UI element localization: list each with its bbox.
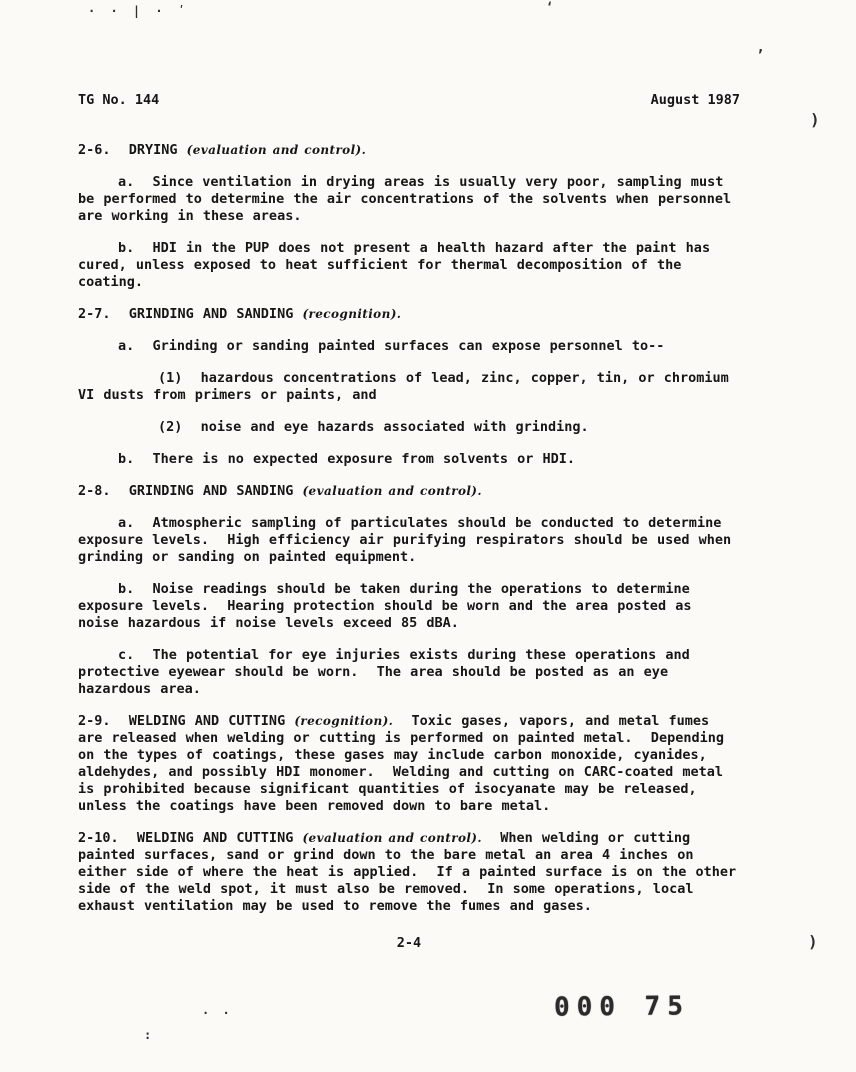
section-qualifier: (evaluation and control). xyxy=(302,831,482,845)
paragraph: b. There is no expected exposure from solvents or HDI. xyxy=(118,451,576,467)
paragraph: b. HDI in the PUP does not present a health hazard after the paint has cured, unless exposed to heat sufficient for thermal decomposition of the coating. xyxy=(78,240,720,290)
section-head-text: 2-9. WELDING AND CUTTING xyxy=(78,713,295,729)
paragraph: c. The potential for eye injuries exists during these operations and protective eyewear should be worn. The area should be posted as an eye hazardous area. xyxy=(78,647,699,697)
page-number: 2-4 xyxy=(396,935,422,951)
section-qualifier: (recognition). xyxy=(294,714,394,728)
section-heading-paragraph xyxy=(78,713,740,815)
document-date: August 1987 xyxy=(650,92,740,108)
paragraph: a. Since ventilation in drying areas is usually very poor, sampling must be performed to determine the air concentrations of the solvents when personnel are working in these areas. xyxy=(78,174,741,224)
section-2-9 xyxy=(78,713,740,815)
section-head-text: 2-6. DRYING xyxy=(78,142,187,158)
section-head-text: 2-10. WELDING AND CUTTING xyxy=(78,830,303,846)
paragraph: (2) noise and eye hazards associated with grinding. xyxy=(158,419,589,435)
section-qualifier: (evaluation and control). xyxy=(302,484,482,498)
ink-stamp-number: 000 75 xyxy=(553,991,691,1023)
page-content xyxy=(78,92,746,951)
paragraph: a. Atmospheric sampling of particulates should be conducted to determine exposure levels. High efficiency air purifying respirators should be used when grinding or sanding on painted equipment. xyxy=(78,515,741,565)
scan-artifact: ) xyxy=(810,110,820,129)
scan-artifact: ’ xyxy=(756,48,765,64)
page-header xyxy=(78,92,740,108)
scan-artifact: ) xyxy=(808,932,818,951)
paragraph: (1) hazardous concentrations of lead, zinc, copper, tin, or chromium VI dusts from primers or paints, and xyxy=(78,370,738,403)
scan-artifact: : xyxy=(144,1028,152,1042)
section-2-10 xyxy=(78,830,746,915)
section-qualifier: (recognition). xyxy=(302,307,402,321)
section-2-8 xyxy=(78,483,740,698)
section-head-text: 2-7. GRINDING AND SANDING xyxy=(78,306,303,322)
scan-artifact: ʻ xyxy=(546,0,554,14)
section-body-text: Toxic gases, vapors, and metal fumes are released when welding or cutting is performed on painted metal. Depending on the types of coatings, these gases may include carbon monoxide, cyanides, aldehydes, and possibly HDI monomer. Welding and cutting on CARC-coated metal is prohibited because significant quantities of isocyanate may be released, unless the coatings have been removed down to bare metal. xyxy=(78,713,734,814)
paragraph: b. Noise readings should be taken during the operations to determine exposure levels. Hearing protection should be worn and the area posted as noise hazardous if noise levels exceed 85 dBA. xyxy=(78,581,701,631)
section-2-7 xyxy=(78,306,740,468)
section-qualifier: (evaluation and control). xyxy=(186,143,367,157)
section-heading-paragraph xyxy=(78,830,746,915)
scan-artifact: · · | · ʹ xyxy=(88,4,190,18)
scan-artifact: · · xyxy=(202,1006,233,1020)
section-2-6 xyxy=(78,142,740,291)
paragraph: a. Grinding or sanding painted surfaces can expose personnel to-- xyxy=(118,338,665,354)
section-heading xyxy=(78,142,740,159)
section-heading xyxy=(78,306,740,323)
section-heading xyxy=(78,483,740,500)
section-head-text: 2-8. GRINDING AND SANDING xyxy=(78,483,303,499)
section-body-text: When welding or cutting painted surfaces, sand or grind down to the bare metal an area 4 inches on either side of where the heat is applied. If a painted surface is on the other side of the weld spot, it must also be removed. In some operations, local exhaust ventilation may be used to remove the fumes and gases. xyxy=(78,830,746,914)
document-number: TG No. 144 xyxy=(78,92,160,108)
